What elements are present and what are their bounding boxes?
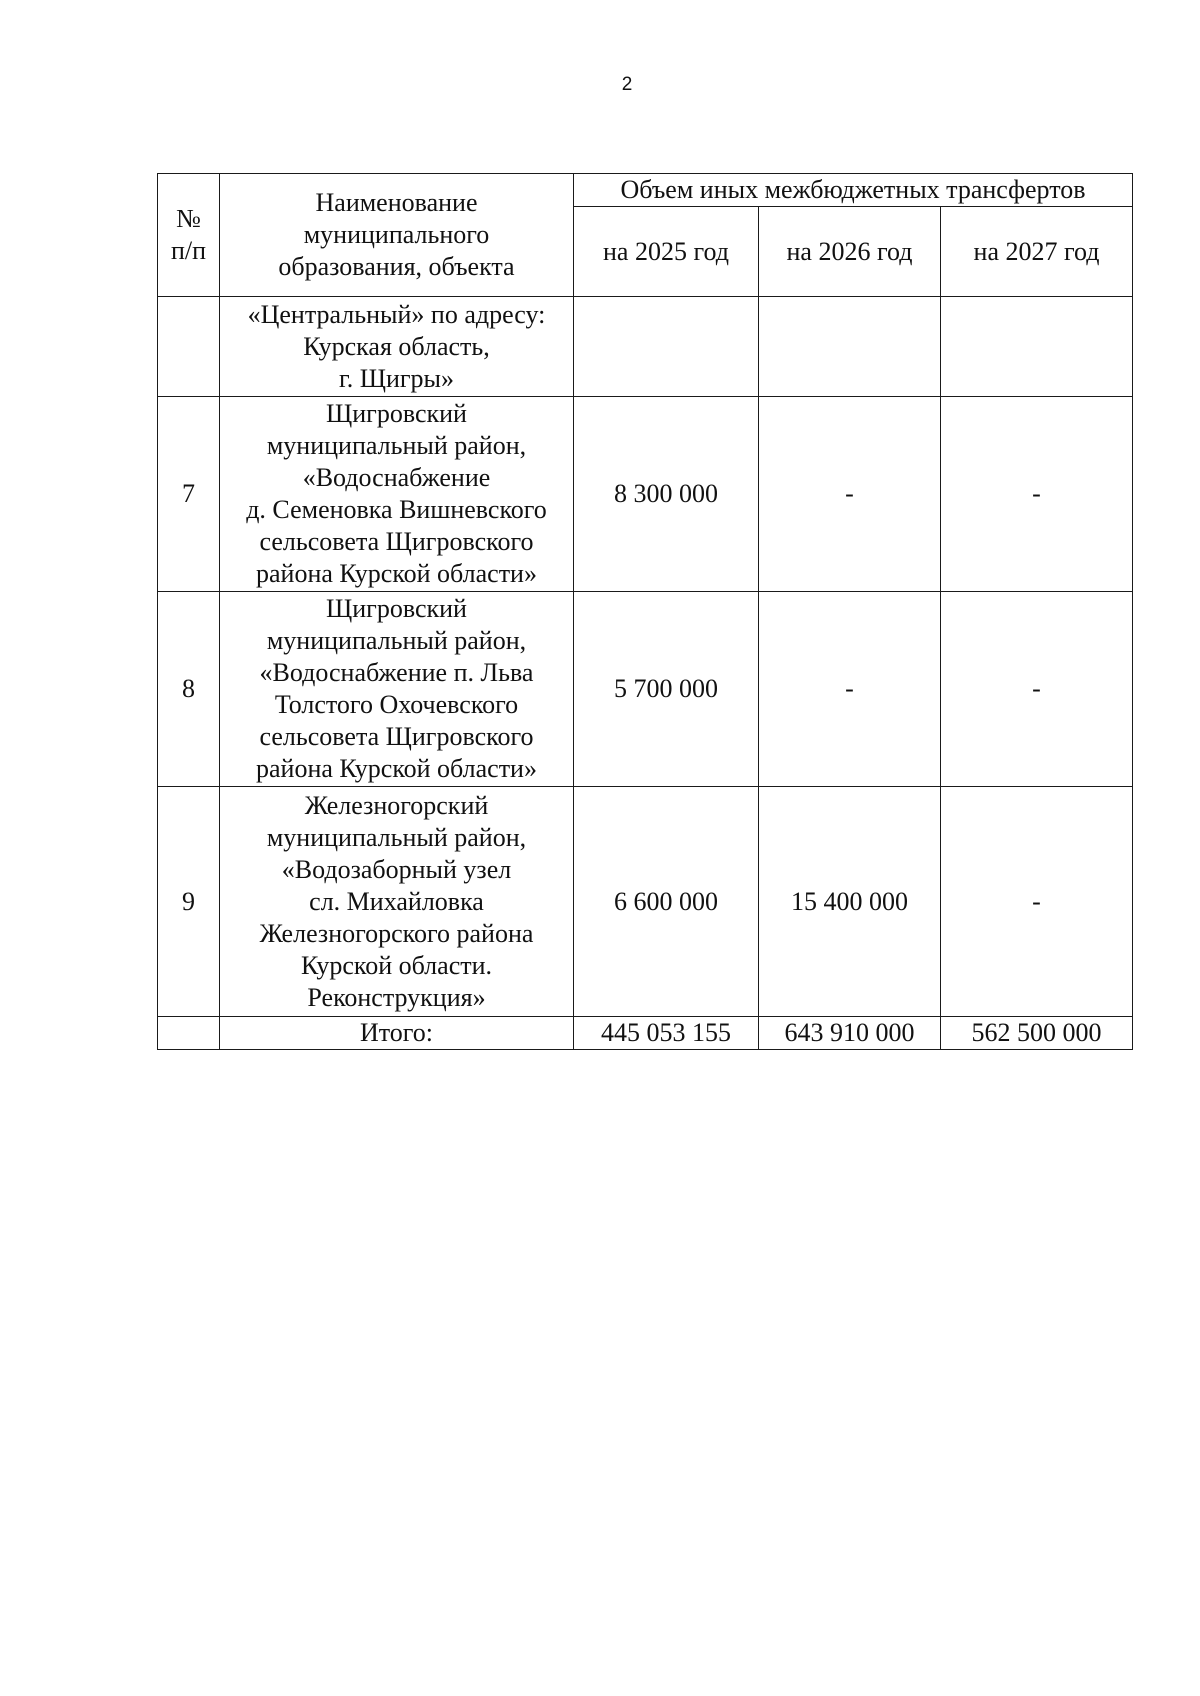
row-value-2026 — [759, 297, 941, 397]
table-row — [158, 787, 1133, 1017]
row-value-2026: - — [759, 397, 941, 592]
table-row — [158, 297, 1133, 397]
header-row — [158, 174, 1133, 207]
row-name: Щигровский муниципальный район, «Водоснабжение п. Льва Толстого Охочевского сельсовета Щигровского района Курской области» — [220, 592, 574, 787]
row-value-2025: 8 300 000 — [574, 397, 759, 592]
row-number: 7 — [158, 397, 220, 592]
row-name: «Центральный» по адресу: Курская область, г. Щигры» — [220, 297, 574, 397]
row-value-2025: 5 700 000 — [574, 592, 759, 787]
row-number: 9 — [158, 787, 220, 1017]
header-year-2025: на 2025 год — [574, 207, 759, 297]
row-name: Щигровский муниципальный район, «Водоснабжение д. Семеновка Вишневского сельсовета Щигровского района Курской области» — [220, 397, 574, 592]
total-value-2025: 445 053 155 — [574, 1017, 759, 1050]
row-name: Железногорский муниципальный район, «Водозаборный узел сл. Михайловка Железногорского района Курской области. Реконструкция» — [220, 787, 574, 1017]
row-value-2026: 15 400 000 — [759, 787, 941, 1017]
row-value-2026: - — [759, 592, 941, 787]
row-value-2025 — [574, 297, 759, 397]
transfers-table — [157, 173, 1133, 1050]
row-number: 8 — [158, 592, 220, 787]
row-value-2027: - — [941, 787, 1133, 1017]
total-number-empty — [158, 1017, 220, 1050]
row-number — [158, 297, 220, 397]
page-number: 2 — [621, 74, 633, 95]
table-row — [158, 397, 1133, 592]
header-number: № п/п — [158, 174, 220, 297]
table-row — [158, 592, 1133, 787]
header-transfers-group: Объем иных межбюджетных трансфертов — [574, 174, 1133, 207]
header-name: Наименование муниципального образования, объекта — [220, 174, 574, 297]
total-label: Итого: — [220, 1017, 574, 1050]
row-value-2027: - — [941, 397, 1133, 592]
header-year-2026: на 2026 год — [759, 207, 941, 297]
row-value-2027: - — [941, 592, 1133, 787]
header-year-2027: на 2027 год — [941, 207, 1133, 297]
total-value-2026: 643 910 000 — [759, 1017, 941, 1050]
total-row — [158, 1017, 1133, 1050]
total-value-2027: 562 500 000 — [941, 1017, 1133, 1050]
row-value-2025: 6 600 000 — [574, 787, 759, 1017]
row-value-2027 — [941, 297, 1133, 397]
